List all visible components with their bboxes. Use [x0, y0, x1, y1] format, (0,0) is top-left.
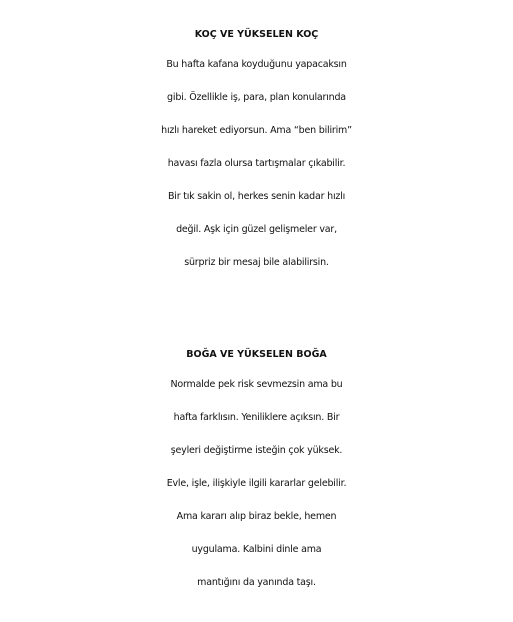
body-line: uygulama. Kalbini dinle ama [191, 544, 322, 555]
body-line: Evle, işle, ilişkiyle ilgili kararlar gelebilir. [166, 478, 347, 489]
section-heading: KOÇ VE YÜKSELEN KOÇ [194, 29, 319, 40]
body-line: şeyleri değiştirme isteğin çok yüksek. [170, 445, 343, 456]
body-line: mantığını da yanında taşı. [197, 577, 316, 588]
body-line: hafta farklısın. Yeniliklere açıksın. Bir [173, 412, 340, 423]
section-body [0, 48, 513, 279]
section-koc [0, 22, 513, 279]
section-boga [0, 342, 513, 599]
body-line: gibi. Özellikle iş, para, plan konularında [167, 92, 346, 103]
body-line: Ama kararı alıp biraz bekle, hemen [176, 511, 337, 522]
body-line: değil. Aşk için güzel gelişmeler var, [176, 224, 337, 235]
body-line: Bu hafta kafana koyduğunu yapacaksın [166, 59, 347, 70]
body-line: Bir tık sakin ol, herkes senin kadar hızlı [167, 191, 346, 202]
body-line: Normalde pek risk sevmezsin ama bu [170, 379, 343, 390]
section-heading: BOĞA VE YÜKSELEN BOĞA [186, 349, 327, 360]
body-line: havası fazla olursa tartışmalar çıkabilir. [167, 158, 346, 169]
body-line: sürpriz bir mesaj bile alabilirsin. [184, 257, 329, 268]
body-line: hızlı hareket ediyorsun. Ama “ben bilirim” [161, 125, 352, 136]
section-body [0, 368, 513, 599]
